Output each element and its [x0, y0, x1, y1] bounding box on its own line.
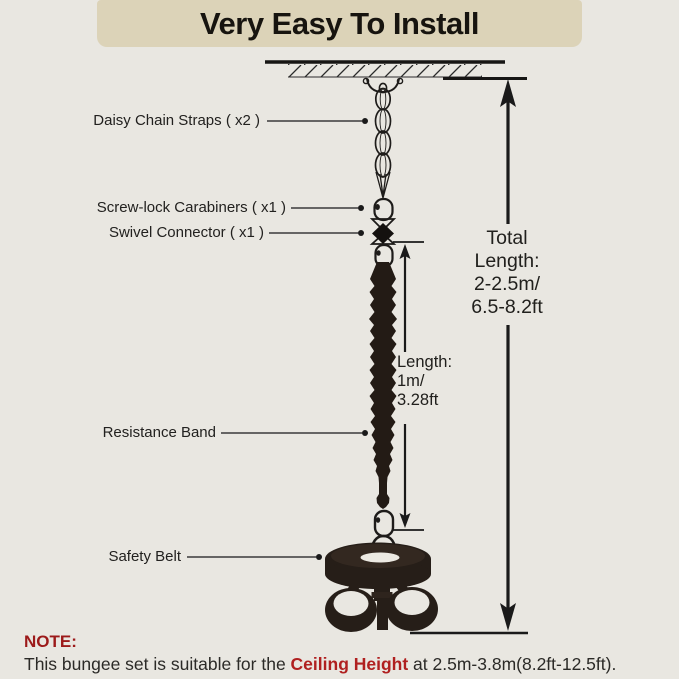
- note-body: [24, 654, 616, 675]
- note-heading: NOTE:: [24, 632, 77, 651]
- resistance-band-illustration: [369, 262, 397, 509]
- note-section: [24, 631, 616, 675]
- swivel-connector-icon: [372, 219, 394, 244]
- leader-lines: [187, 118, 368, 560]
- band-length-text: Length: 1m/ 3.28ft: [397, 353, 453, 409]
- label-screw-lock-carabiners: Screw-lock Carabiners ( x1 ): [96, 199, 286, 216]
- label-safety-belt: Safety Belt: [108, 548, 181, 565]
- note-highlight: Ceiling Height: [290, 654, 409, 674]
- note-text-before: This bungee set is suitable for the: [24, 654, 291, 674]
- ceiling-mount-icon: [363, 78, 402, 92]
- total-length-text: Total Length: 2-2.5m/ 6.5-8.2ft: [471, 227, 543, 318]
- safety-belt-illustration: [325, 543, 438, 633]
- screw-lock-carabiner-icon: [375, 199, 393, 220]
- label-swivel-connector: Swivel Connector ( x1 ): [108, 224, 264, 241]
- label-resistance-band: Resistance Band: [102, 424, 216, 441]
- ceiling-illustration: [265, 62, 527, 79]
- daisy-chain-illustration: [376, 89, 391, 199]
- note-text-after: at 2.5m-3.8m(8.2ft-12.5ft).: [408, 654, 617, 674]
- page-title: Very Easy To Install: [200, 5, 479, 41]
- label-daisy-chain-straps: Daisy Chain Straps ( x2 ): [93, 112, 260, 129]
